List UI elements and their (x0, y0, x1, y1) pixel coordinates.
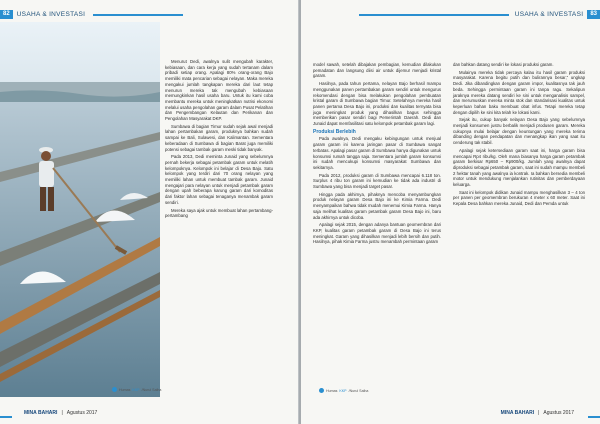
right-credit-agency: KKP (339, 388, 347, 393)
right-footer (501, 410, 574, 416)
left-header-rule (93, 14, 183, 16)
right-photo-credit (319, 388, 368, 393)
right-credit-org: Humas (326, 388, 338, 393)
camera-icon (319, 388, 324, 393)
paragraph: model sawah, setelah dibajakan pembagian, kemudian dilakukan pemadatan dan langsung diisi air untuk dijemur menjadi kristal garam. (313, 62, 441, 79)
paragraph: Hasilnya, pada tahun pertama, nelayan Bajo berhasil mampu menggunakan panen pertambakan garam sendiri untuk mengurus rekomendasi dengan bisa melakukan pengolahan pembuatan kristal garam di Sumbawa bagian Timur. Setelahnya mereka hasil panen pertama Desa Bajo ini, produksi dan kualitas ternyata bisa juga meningkat produk yang dihasilkan bagus sehingga memberikan pasar sendiri bagi Pemerintah Daerah. Dedi dan Junaid dapat memfasilitasi satu kelompok petambak garam lagi. (313, 81, 441, 127)
paragraph: Sejak itu, cukup banyak nelayan Desa Bajo yang sebelumnya menjadi konsumen justru berbalik menjadi produsen garam. Mereka cukupnya mulai belajar dengan keuntungan yang mereka terima dibanding dengan pendapatan dan menangkap ikan yang saat itu cenderung tak stabil. (453, 117, 585, 146)
right-credit-author: /Nurul Salha (348, 388, 369, 393)
left-section-title: USAHA & INVESTASI (16, 11, 86, 18)
paragraph: Apalagi sejak 2015, dengan adanya bantuan geomembran dari KKP, kualitas garam petambak garam di Desa Bajo ini terus meningkat. Garam yang dihasilkan menjadi lebih bersih dan putih. Hasilnya, pihak Kimia Farma justru menambah permintaan garam (313, 222, 441, 245)
right-footer-bar (588, 416, 600, 418)
magazine-name: MINA BAHARI (500, 410, 535, 416)
right-page (301, 0, 600, 424)
magazine-name: MINA BAHARI (24, 410, 58, 416)
issue-date: Agustus 2017 (543, 410, 574, 416)
left-photo-credit (112, 387, 161, 392)
right-section-title: USAHA & INVESTASI (514, 11, 584, 18)
paragraph: Pada awalnya, Dedi mengaku kebingungan untuk menjual garam garam ini karena jaringan pasar di Sumbawa sangat terbatas. Apalagi pasar garam di Sumbawa hanya digunakan untuk konsumsi rumah tangga saja. Sementara jumlah garam konsumsi ini sudah mencukupi konsumsi masyarakat Sumbawa dan sekitarnya. (313, 136, 441, 170)
subheading: Produksi Berlebih (313, 128, 356, 135)
left-footer (24, 410, 97, 416)
right-header-rule (359, 14, 509, 16)
paragraph: dan bahkan datang sendiri ke lokasi produksi garam. (453, 62, 554, 67)
paragraph: Pada 2012, produksi garam di Sumbawa mencapai 6.118 ton. Surplus 4 ribu ton garam ini kemudian ke tidak ada industri di Sumbawa yang bisa menjadi target pasar. (313, 172, 441, 190)
right-header (359, 10, 600, 19)
paragraph: Menurut Dedi, awalnya sulit mengubah karakter, kebiasaan, dan cara kerja yang sudah tertanam dalam pribadi setiap orang. Apalagi 80% orang-orang Bajo memiliki mata pencarian sebagai nelayan. Maka mereka mengakui jumlah tangkapan mereka dari laut tetap menurun mereka tak mengubah kebiasaan memungkinkan hasil usaha baru. Untuk itu kami coba membantu mereka untuk meningkatkan nutrisi ekonomi melalui usaha pengolahan garam dalam Pusat Pelatihan dan Pengembangan Kelautan dan Perikanan dan Pengolahan Masyarakat DKP. (165, 59, 273, 122)
footer-separator: | (538, 410, 540, 416)
paragraph: Sumbawa di bagian Timur sudah sejak awal menjadi lahan pertambakan garam, produknya bahkan sudah sampai ke Bali, Sulawesi, dan Kalimantan. Sementara keberadaan di Sumbawa di bagian Barat juga memiliki potensi sebagai tambak garam meski tidak banyak. (165, 123, 273, 152)
issue-date: Agustus 2017 (66, 410, 98, 416)
salt-farmer-illustration (0, 22, 160, 397)
right-article-column-1 (313, 62, 441, 247)
left-page-number: 82 (0, 10, 13, 19)
left-footer-bar (0, 416, 12, 418)
right-article-column-2 (453, 62, 585, 209)
left-header (0, 10, 183, 19)
footer-separator: | (61, 410, 63, 416)
salt-farm-photo (0, 22, 160, 397)
right-page-number: 83 (587, 10, 600, 19)
paragraph: Apalagi sejak ketersediaan garam saat ini, harga garam bisa mencapai Rp4 ribu/kg. Oleh mana biasanya harga garam petambak garam berkisar Rp650 – Rp900/kg. Jumlah yang awalnya dapat diproduksi sebagai petambak garam, saat ini sudah mampu membeli 2 hektar tanah yang awalnya ia kontrak. Ia bahkan bersedia membeli motor untuk mendukung menjalankan rutinitas dan pemberdayaan keluarga. (453, 147, 585, 188)
left-credit-agency: KKP (132, 387, 140, 392)
left-page (0, 0, 299, 424)
paragraph: Mereka saya ajak untuk membuat lahan pertambang-pertambang (165, 207, 273, 219)
paragraph: Saat ini kelompok didikan Junaid mampu menghasilkan 3 – 4 ton per panen per geomembran berukuran 4 meter x 60 meter. Saat ini Kepala Desa bahkan mereka Junaid, Dedi dan Pemda untuk (453, 189, 585, 207)
left-credit-author: /Nurul Salha (141, 387, 162, 392)
left-article-column (165, 59, 273, 221)
paragraph: Hingga pada akhirnya, pihaknya mencoba menyambungkan produk nelayan garam Desa Bajo ini ke Kimia Farma. Dedi menyampaikan bahwa tidak mudah menemui Kimia Farma. Hanya saja melihat kualitas garam petambak garam Desa Bajo ini, baru ada akhirnya untuk dicoba. (313, 191, 441, 220)
paragraph: Pada 2013, Dedi meminta Junaid yang sebelumnya pernah bekerja sebagai petambak garam untuk melatih kelompoknya. Kelompok ini belajar di Desa Bajo. Satu kelompok yang terdiri dari 70 orang nelayan yang memiliki lahan untuk membuat tambak garam. Junaid mengajari para nelayan untuk menjadi petambak garam dengan upah beberapa karung garam dari komoditas dari faktor lahan sebagai tenaganya menambak garam sendiri. (165, 154, 273, 205)
camera-icon (112, 387, 117, 392)
paragraph: Mulainya mereka tidak percaya kalau itu hasil garam produksi masyarakat. Karena begitu putih dan bulirannya besar,” ungkap Dedi. Jika dibandingkan dengan garam impor, kualitasnya tak jauh beda. Sehingga permintaan garam ini tanpa ragu. Sekalipun jaraknya mereka datang sendiri ke sini untuk menganalisis sampel, dan merumuskan mereka minta stok dan standarisasi kualitas untuk keperluan bahan baku membuat obat infus. Tetapi mereka tetap dengan dipilih ke sini kita telah ke lokasi kami. (453, 69, 585, 115)
left-credit-org: Humas (119, 387, 131, 392)
